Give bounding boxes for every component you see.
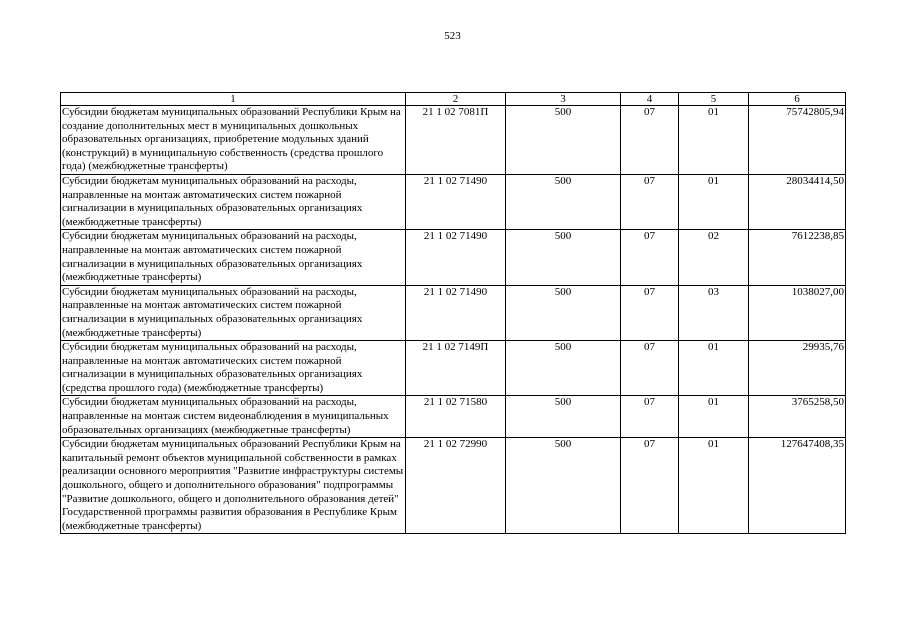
row-amount: 28034414,50 — [749, 174, 846, 229]
row-pr: 01 — [679, 106, 749, 175]
row-name: Субсидии бюджетам муниципальных образований на расходы, направленные на монтаж автоматических систем пожарной сигнализации в муниципальных образовательных организациях (средства прошлого года) (межбюджетные трансферты) — [61, 341, 406, 396]
row-pr: 01 — [679, 438, 749, 534]
table-row — [61, 174, 846, 229]
row-pr: 01 — [679, 396, 749, 438]
header-col-1: 1 — [61, 93, 406, 106]
row-amount: 29935,76 — [749, 341, 846, 396]
row-amount: 1038027,00 — [749, 285, 846, 340]
row-name: Субсидии бюджетам муниципальных образований на расходы, направленные на монтаж автоматических систем пожарной сигнализации в муниципальных образовательных организациях (межбюджетные трансферты) — [61, 174, 406, 229]
budget-table — [60, 92, 846, 534]
row-code: 21 1 02 7081П — [406, 106, 506, 175]
row-rz: 07 — [621, 106, 679, 175]
table-row — [61, 285, 846, 340]
row-vr: 500 — [506, 396, 621, 438]
table-row — [61, 230, 846, 285]
row-name: Субсидии бюджетам муниципальных образований на расходы, направленные на монтаж систем видеонаблюдения в муниципальных образовательных организациях (межбюджетные трансферты) — [61, 396, 406, 438]
row-pr: 03 — [679, 285, 749, 340]
row-vr: 500 — [506, 438, 621, 534]
row-pr: 01 — [679, 174, 749, 229]
row-code: 21 1 02 7149П — [406, 341, 506, 396]
row-name: Субсидии бюджетам муниципальных образований Республики Крым на создание дополнительных мест в муниципальных дошкольных образовательных организациях, приобретение модульных зданий (конструкций) в муниципальную собственность (средства прошлого года) (межбюджетные трансферты) — [61, 106, 406, 175]
header-col-3: 3 — [506, 93, 621, 106]
row-vr: 500 — [506, 230, 621, 285]
row-pr: 01 — [679, 341, 749, 396]
header-col-2: 2 — [406, 93, 506, 106]
row-amount: 7612238,85 — [749, 230, 846, 285]
header-row — [61, 93, 846, 106]
row-code: 21 1 02 71490 — [406, 285, 506, 340]
table-row — [61, 396, 846, 438]
row-name: Субсидии бюджетам муниципальных образований на расходы, направленные на монтаж автоматических систем пожарной сигнализации в муниципальных образовательных организациях (межбюджетные трансферты) — [61, 285, 406, 340]
row-rz: 07 — [621, 285, 679, 340]
row-code: 21 1 02 71490 — [406, 230, 506, 285]
row-rz: 07 — [621, 396, 679, 438]
row-rz: 07 — [621, 438, 679, 534]
row-rz: 07 — [621, 230, 679, 285]
row-name: Субсидии бюджетам муниципальных образований на расходы, направленные на монтаж автоматических систем пожарной сигнализации в муниципальных образовательных организациях (межбюджетные трансферты) — [61, 230, 406, 285]
row-amount: 75742805,94 — [749, 106, 846, 175]
row-pr: 02 — [679, 230, 749, 285]
row-vr: 500 — [506, 341, 621, 396]
row-vr: 500 — [506, 285, 621, 340]
row-vr: 500 — [506, 106, 621, 175]
table-row — [61, 106, 846, 175]
table-row — [61, 438, 846, 534]
row-rz: 07 — [621, 174, 679, 229]
row-code: 21 1 02 71490 — [406, 174, 506, 229]
row-code: 21 1 02 71580 — [406, 396, 506, 438]
table-row — [61, 341, 846, 396]
row-amount: 3765258,50 — [749, 396, 846, 438]
row-amount: 127647408,35 — [749, 438, 846, 534]
row-vr: 500 — [506, 174, 621, 229]
header-col-5: 5 — [679, 93, 749, 106]
row-rz: 07 — [621, 341, 679, 396]
page-number: 523 — [444, 30, 461, 42]
header-col-6: 6 — [749, 93, 846, 106]
row-name: Субсидии бюджетам муниципальных образований Республики Крым на капитальный ремонт объектов муниципальной собственности в рамках реализации основного мероприятия "Развитие инфраструктуры системы дошкольного, общего и дополнительного образования" подпрограммы "Развитие дошкольного, общего и дополнительного образования детей" Государственной программы развития образования в Республике Крым (межбюджетные трансферты) — [61, 438, 406, 534]
header-col-4: 4 — [621, 93, 679, 106]
row-code: 21 1 02 72990 — [406, 438, 506, 534]
